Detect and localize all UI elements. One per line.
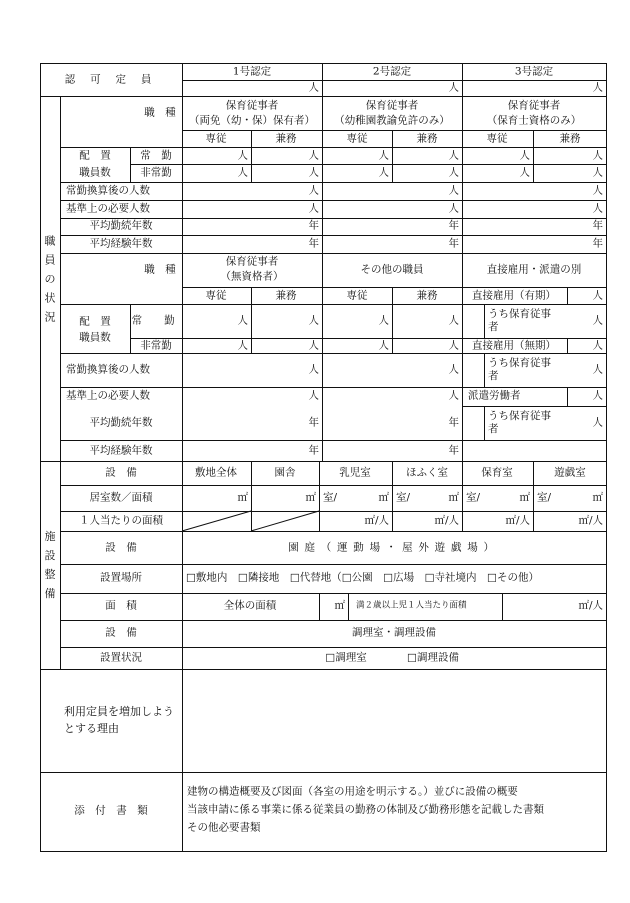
per-child-area-label: 満２歳以上児１人当たり面積	[356, 600, 467, 611]
unit-rooms: 室/	[466, 491, 481, 504]
unit-person: 人	[448, 314, 459, 327]
building-header: 園舎	[274, 466, 296, 479]
parttime-header: 兼務	[416, 132, 438, 145]
h-rule	[60, 485, 607, 486]
unit-person: 人	[592, 389, 603, 402]
diagonal-site-total	[182, 511, 251, 531]
unit-person: 人	[237, 314, 248, 327]
rooms-area-label: 居室数／面積	[89, 491, 153, 504]
v-rule	[348, 593, 349, 620]
unit-year: 年	[448, 444, 459, 457]
fulltime-header: 専従	[486, 132, 508, 145]
h-rule	[60, 440, 462, 441]
unit-person: 人	[378, 166, 389, 179]
nursery-room-header: 保育室	[481, 466, 513, 479]
unit-person: 人	[448, 184, 459, 197]
unit-person: 人	[378, 149, 389, 162]
unit-person: 人	[592, 149, 603, 162]
unit-person: 人	[308, 184, 319, 197]
unit-m2-per-person: ㎡/人	[364, 514, 389, 527]
v-rule	[567, 387, 568, 406]
fte-label: 常勤換算後の人数	[66, 184, 150, 197]
attachment-item: 当該申請に係る事業に係る従業員の勤務の体制及び勤務形態を記載した書類	[187, 803, 544, 816]
placement-label-2: 配 置	[79, 315, 111, 328]
of-which-worker-1: うち保育従事者	[488, 308, 551, 333]
unit-year: 年	[308, 237, 319, 250]
install-status-label: 設置状況	[100, 651, 142, 664]
unit-person: 人	[592, 289, 603, 302]
unit-person: 人	[519, 149, 530, 162]
unit-year: 年	[308, 219, 319, 232]
unit-person: 人	[592, 314, 603, 327]
worker4-title: 保育従事者	[225, 255, 279, 268]
unit-year: 年	[308, 416, 319, 429]
h-rule	[182, 130, 607, 131]
direct-indef-label: 直接雇用（無期）	[472, 339, 556, 352]
capacity-label: 認 可 定 員	[64, 73, 158, 86]
unit-rooms: 室/	[537, 491, 552, 504]
worker3-title: 保育従事者	[507, 99, 561, 112]
of-which-worker-2: うち保育従事者	[488, 357, 551, 382]
unit-person: 人	[592, 339, 603, 352]
h-rule	[60, 531, 607, 532]
unit-year: 年	[448, 219, 459, 232]
v-rule	[533, 461, 534, 531]
h-rule	[60, 235, 607, 236]
unit-year: 年	[592, 237, 603, 250]
unit-person: 人	[378, 339, 389, 352]
reason-label: 利用定員を増加しようとする理由	[64, 705, 174, 735]
cert-1-unit: 人	[308, 81, 319, 94]
v-rule	[60, 461, 61, 669]
attachment-item: 建物の構造概要及び図面（各室の用途を明示する。）並びに設備の概要	[187, 785, 518, 798]
cert-3-header: 3号認定	[514, 65, 554, 78]
h-rule	[60, 253, 607, 254]
h-rule	[462, 440, 607, 441]
worker1-title: 保育従事者	[225, 99, 279, 112]
required-label: 基準上の必要人数	[66, 202, 150, 215]
h-rule	[182, 80, 607, 81]
nonregular-label: 非常勤	[140, 166, 172, 179]
location-label: 設置場所	[100, 571, 142, 584]
unit-person: 人	[592, 363, 603, 376]
cert-1-header: 1号認定	[232, 65, 272, 78]
v-rule	[130, 147, 131, 182]
parttime-header: 兼務	[275, 289, 297, 302]
worker1-subtitle: （両免（幼・保）保有者）	[189, 114, 315, 127]
h-rule	[60, 200, 607, 201]
avg-years-label: 平均勤続年数	[89, 219, 153, 232]
unit-m2-per-person: ㎡/人	[505, 514, 530, 527]
infant-room-header: 乳児室	[339, 466, 371, 479]
unit-person: 人	[448, 339, 459, 352]
unit-person: 人	[519, 166, 530, 179]
v-rule	[392, 130, 393, 182]
nonregular-label-2: 非常勤	[140, 339, 172, 352]
v-rule	[462, 461, 463, 531]
v-rule	[322, 96, 323, 253]
cert-3-unit: 人	[592, 81, 603, 94]
kitchen-room-option: □調理室	[325, 651, 367, 664]
h-rule	[130, 338, 462, 339]
equipment-label-3: 設 備	[105, 626, 137, 639]
unit-m2: ㎡	[237, 491, 248, 504]
of-which-worker-3: うち保育従事者	[488, 410, 551, 435]
unit-year: 年	[448, 237, 459, 250]
fulltime-header: 専従	[346, 289, 368, 302]
total-area-label: 全体の面積	[223, 599, 277, 612]
kitchen-header: 調理室・調理設備	[352, 626, 436, 639]
regular-label-2: 常 勤	[131, 314, 181, 327]
h-rule	[462, 406, 607, 407]
parttime-header: 兼務	[275, 132, 297, 145]
placement-label: 配 置	[79, 149, 111, 162]
unit-person: 人	[308, 389, 319, 402]
regular-label: 常 勤	[140, 149, 172, 162]
staff-count-label-2: 職員数	[79, 331, 111, 344]
unit-rooms: 室/	[396, 491, 411, 504]
h-rule	[60, 304, 607, 305]
occupation-label-2: 職 種	[144, 263, 176, 276]
unit-person: 人	[308, 339, 319, 352]
h-rule	[60, 593, 607, 594]
other-staff-header: その他の職員	[360, 263, 424, 276]
unit-m2: ㎡	[592, 491, 603, 504]
avg-exp-label: 平均経験年数	[89, 237, 153, 250]
yard-header: 園庭（運動場・屋外遊戯場）	[288, 541, 500, 554]
dispatch-label: 派遣労働者	[468, 389, 521, 402]
v-rule	[251, 287, 252, 353]
unit-year: 年	[448, 416, 459, 429]
unit-m2: ㎡	[519, 491, 530, 504]
facility-section-label: 施設整備	[44, 530, 56, 600]
h-rule	[40, 772, 607, 773]
unit-person: 人	[592, 184, 603, 197]
kitchen-equipment-option: □調理設備	[407, 651, 459, 664]
unit-m2: ㎡	[378, 491, 389, 504]
v-rule	[182, 253, 183, 461]
parttime-header: 兼務	[416, 289, 438, 302]
v-rule	[40, 63, 41, 851]
h-rule	[40, 669, 607, 670]
equipment-label-1: 設 備	[105, 466, 137, 479]
diagonal-building	[251, 511, 319, 531]
unit-m2-per-person: ㎡/人	[578, 599, 603, 612]
cert-2-header: 2号認定	[372, 65, 412, 78]
h-rule	[40, 461, 607, 462]
unit-person: 人	[592, 202, 603, 215]
unit-person: 人	[237, 149, 248, 162]
v-rule	[251, 461, 252, 531]
occupation-label-1: 職 種	[144, 106, 176, 119]
unit-person: 人	[448, 202, 459, 215]
unit-person: 人	[237, 166, 248, 179]
h-rule	[182, 287, 607, 288]
unit-person: 人	[308, 166, 319, 179]
v-rule	[182, 96, 183, 253]
h-rule	[60, 147, 607, 148]
staff-count-label: 職員数	[79, 166, 111, 179]
fulltime-header: 専従	[205, 132, 227, 145]
h-rule	[60, 387, 607, 388]
unit-person: 人	[308, 314, 319, 327]
play-room-header: 遊戯室	[554, 466, 586, 479]
unit-m2-per-person: ㎡/人	[578, 514, 603, 527]
required-label-2: 基準上の必要人数	[66, 389, 150, 402]
h-rule	[60, 353, 607, 354]
v-rule	[484, 304, 485, 338]
site-total-header: 敷地全体	[195, 466, 237, 479]
unit-person: 人	[378, 314, 389, 327]
v-rule	[462, 253, 463, 461]
unit-person: 人	[308, 363, 319, 376]
fte-label-2: 常勤換算後の人数	[66, 363, 150, 376]
v-rule	[322, 253, 323, 461]
equipment-label-2: 設 備	[105, 541, 137, 554]
unit-person: 人	[237, 339, 248, 352]
v-rule	[567, 338, 568, 353]
fulltime-header: 専従	[346, 132, 368, 145]
staff-section-label: 職員の状況	[44, 234, 56, 324]
cert-2-unit: 人	[448, 81, 459, 94]
v-rule	[392, 461, 393, 531]
v-rule	[60, 96, 61, 461]
v-rule	[462, 96, 463, 253]
unit-person: 人	[592, 416, 603, 429]
v-rule	[130, 304, 131, 353]
area-label: 面 積	[105, 599, 137, 612]
h-rule	[60, 620, 607, 621]
direct-fixed-label: 直接雇用（有期）	[472, 289, 556, 302]
h-rule	[60, 511, 607, 512]
unit-rooms: 室/	[323, 491, 338, 504]
h-rule	[40, 851, 607, 852]
v-rule	[322, 63, 323, 96]
area-per-person-label: １人当たりの面積	[79, 514, 163, 527]
unit-m2: ㎡	[305, 491, 316, 504]
h-rule	[40, 63, 607, 64]
unit-person: 人	[448, 389, 459, 402]
crawl-room-header: ほふく室	[406, 466, 448, 479]
h-rule	[60, 182, 607, 183]
h-rule	[60, 647, 607, 648]
unit-m2: ㎡	[448, 491, 459, 504]
parttime-header: 兼務	[559, 132, 581, 145]
attachment-item: その他必要書類	[187, 821, 261, 834]
direct-dispatch-header: 直接雇用・派遣の別	[486, 263, 582, 276]
v-rule	[567, 287, 568, 304]
v-rule	[319, 461, 320, 531]
v-rule	[182, 461, 183, 669]
unit-m2: ㎡	[334, 599, 345, 612]
v-rule	[182, 669, 183, 851]
attachments-label: 添 付 書 類	[74, 804, 148, 817]
worker2-title: 保育従事者	[365, 99, 419, 112]
v-rule	[533, 130, 534, 182]
unit-person: 人	[592, 166, 603, 179]
h-rule	[130, 164, 607, 165]
v-rule	[502, 593, 503, 620]
unit-year: 年	[592, 219, 603, 232]
h-rule	[60, 564, 607, 565]
unit-m2-per-person: ㎡/人	[434, 514, 459, 527]
avg-exp-label-2: 平均経験年数	[89, 444, 153, 457]
v-rule	[182, 63, 183, 96]
unit-person: 人	[448, 166, 459, 179]
v-rule	[484, 406, 485, 440]
fulltime-header: 専従	[205, 289, 227, 302]
worker2-subtitle: （幼稚園教諭免許のみ）	[334, 114, 450, 127]
v-rule	[319, 593, 320, 620]
v-rule	[251, 130, 252, 182]
unit-person: 人	[448, 149, 459, 162]
v-rule	[462, 63, 463, 96]
avg-years-label-2: 平均勤続年数	[89, 416, 153, 429]
unit-person: 人	[448, 363, 459, 376]
v-rule	[392, 287, 393, 353]
h-rule	[40, 96, 607, 97]
unit-year: 年	[308, 444, 319, 457]
unit-person: 人	[308, 202, 319, 215]
location-options: □敷地内 □隣接地 □代替地（□公園 □広場 □寺社境内 □その他）	[186, 571, 539, 584]
worker3-subtitle: （保育士資格のみ）	[486, 114, 582, 127]
unit-person: 人	[308, 149, 319, 162]
v-rule	[484, 353, 485, 387]
worker4-subtitle: （無資格者）	[220, 270, 284, 283]
